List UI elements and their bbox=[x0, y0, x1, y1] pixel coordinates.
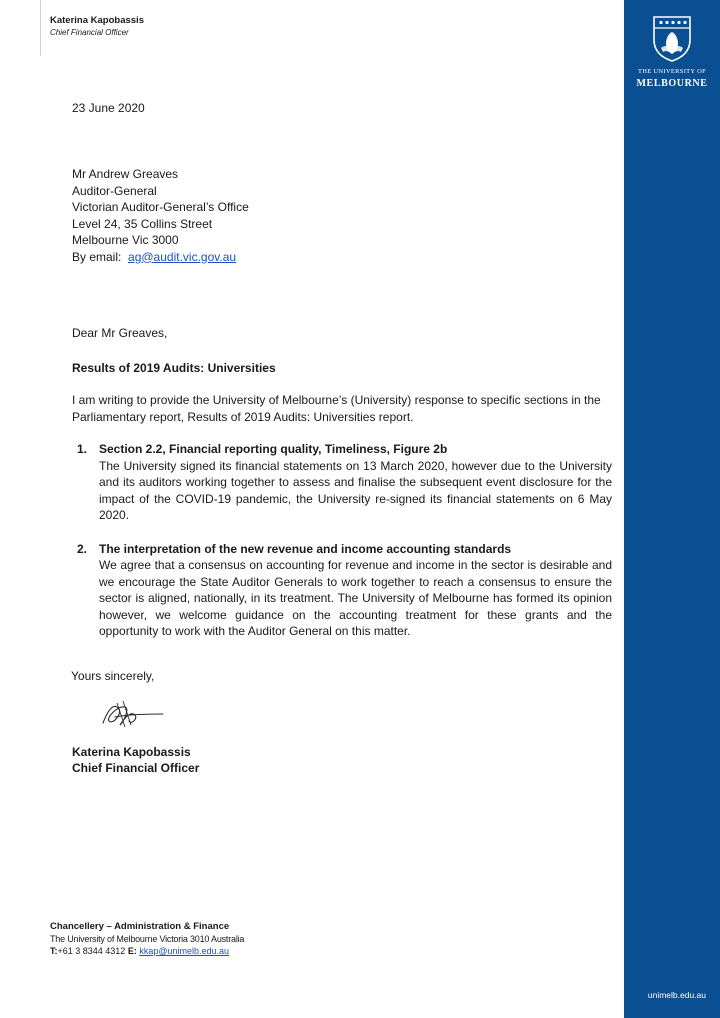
list-item bbox=[72, 541, 612, 640]
footer-department: Chancellery – Administration & Finance bbox=[50, 921, 230, 932]
signature-icon bbox=[95, 697, 167, 731]
footer-contact bbox=[50, 945, 244, 957]
university-name-large: MELBOURNE bbox=[636, 78, 708, 89]
recipient-email-line bbox=[72, 249, 612, 266]
header-divider bbox=[40, 0, 41, 56]
salutation: Dear Mr Greaves, bbox=[72, 326, 168, 340]
university-name-small: THE UNIVERSITY OF bbox=[637, 68, 707, 75]
letter-date: 23 June 2020 bbox=[72, 101, 145, 115]
item-heading: The interpretation of the new revenue and income accounting standards bbox=[99, 541, 512, 556]
item-number: 2. bbox=[77, 541, 88, 556]
university-crest-icon bbox=[651, 14, 693, 62]
letter-closing: Yours sincerely, bbox=[71, 669, 155, 683]
item-heading: Section 2.2, Financial reporting quality, Timeliness, Figure 2b bbox=[99, 442, 448, 456]
sender-title: Chief Financial Officer bbox=[50, 28, 129, 37]
phone-label: T: bbox=[50, 946, 58, 956]
letter-intro: I am writing to provide the University of Melbourne’s (University) response to specific sections in the Parliamentary report, Results of 2019 Audits: Universities report. bbox=[72, 393, 601, 424]
footer-address: The University of Melbourne Victoria 3010 Australia bbox=[50, 934, 245, 944]
email-label: E: bbox=[127, 946, 137, 956]
recipient-office: Victorian Auditor-General’s Office bbox=[72, 200, 249, 214]
footer-phone: +61 3 8344 4312 bbox=[57, 946, 126, 956]
signatory-title: Chief Financial Officer bbox=[72, 761, 200, 775]
brand-band bbox=[624, 0, 720, 1018]
item-number: 1. bbox=[77, 442, 88, 456]
recipient-street: Level 24, 35 Collins Street bbox=[72, 216, 213, 231]
letter-subject: Results of 2019 Audits: Universities bbox=[72, 361, 276, 375]
recipient-name: Mr Andrew Greaves bbox=[72, 167, 179, 181]
recipient-address bbox=[72, 166, 612, 265]
list-item bbox=[72, 441, 612, 524]
signatory-name: Katerina Kapobassis bbox=[72, 745, 191, 759]
recipient-city: Melbourne Vic 3000 bbox=[72, 233, 179, 247]
recipient-email-link[interactable]: ag@audit.vic.gov.au bbox=[128, 249, 237, 264]
item-body: The University signed its financial statements on 13 March 2020, however due to the University and its auditors working together to assess and finalise the subsequent event disclosure for the impact of the COVID-19 pandemic, the University re-signed its financial statements on 6 May 2020. bbox=[99, 458, 612, 522]
footer-email-link[interactable]: kkap@unimelb.edu.au bbox=[139, 946, 230, 956]
response-list bbox=[72, 441, 612, 657]
recipient-role: Auditor-General bbox=[72, 183, 157, 198]
university-website[interactable]: unimelb.edu.au bbox=[647, 990, 706, 1000]
item-body: We agree that a consensus on accounting for revenue and income in the sector is desirable and we encourage the State Auditor Generals to work together to reach a consensus to ensure the sector is aligned, nationally, in its treatment. The University of Melbourne has formed its opinion however, we welcome guidance on the accounting treatment for these grants and the opportunity to work with the Auditor General on this matter. bbox=[99, 558, 612, 638]
signatory-block bbox=[72, 744, 612, 776]
sender-name: Katerina Kapobassis bbox=[50, 15, 144, 26]
email-prefix: By email: bbox=[72, 249, 122, 264]
letter-footer bbox=[50, 921, 244, 957]
letterhead-sender bbox=[50, 14, 144, 38]
